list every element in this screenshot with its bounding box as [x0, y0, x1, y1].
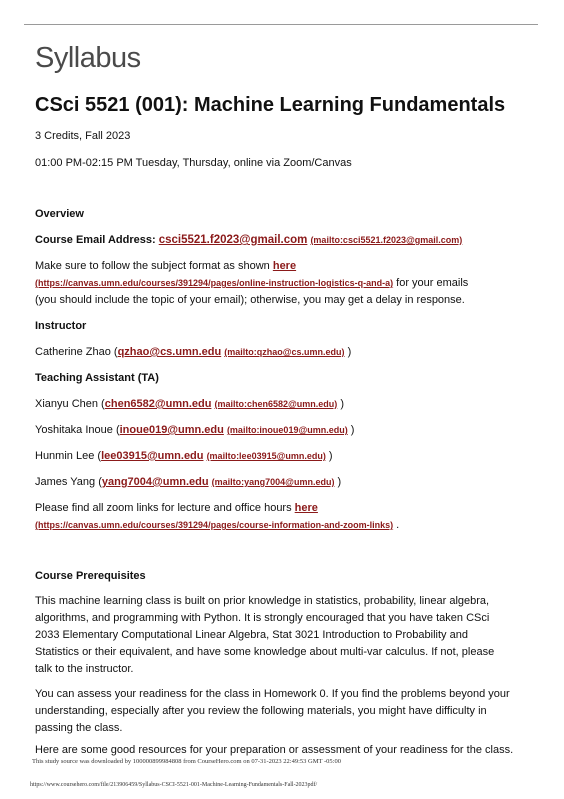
ta-mailto-link[interactable]: (mailto:inoue019@umn.edu) [226, 425, 348, 435]
email-label: Course Email Address: [35, 234, 156, 246]
course-email-mailto[interactable]: (mailto:csci5521.f2023@gmail.com) [310, 235, 463, 245]
prereq-paragraph-1 [35, 593, 530, 678]
page-heading: Syllabus [35, 42, 141, 74]
ta-email-link[interactable]: yang7004@umn.edu [101, 476, 209, 488]
ta-heading: Teaching Assistant (TA) [35, 372, 159, 384]
subject-url-link[interactable]: (https://canvas.umn.edu/courses/391294/pages/online-instruction-logistics-q-and-a) [35, 278, 394, 288]
instructor-mailto-link[interactable]: (mailto:qzhao@cs.umn.edu) [224, 347, 345, 357]
ta-email-link[interactable]: lee03915@umn.edu [101, 450, 204, 462]
course-title: CSci 5521 (001): Machine Learning Fundamentals [35, 94, 506, 116]
course-email-line [35, 232, 530, 249]
ta-mailto-link[interactable]: (mailto:yang7004@umn.edu) [211, 477, 335, 487]
top-rule [24, 24, 538, 25]
prereq-paragraph-2 [35, 686, 530, 737]
subject-format-line3: (you should include the topic of your email); otherwise, you may get a delay in response. [35, 294, 465, 306]
ta-name: Hunmin Lee [35, 450, 95, 462]
prereq-p1-line: algorithms, and programming with Python. It is strongly encouraged that you have taken CSci [35, 612, 490, 624]
prereq-p1-line: Statistics or their equivalent, and have some knowledge about multi-var calculus. If not, please [35, 646, 495, 658]
subject-text: Make sure to follow the subject format as shown [35, 260, 270, 272]
subject-format-line2 [35, 275, 530, 292]
prereq-p1-line: 2033 Elementary Computational Linear Algebra, Stat 3021 Introduction to Probability and [35, 629, 468, 641]
instructor-line: Catherine Zhao (qzhao@cs.umn.edu (mailto:qzhao@cs.umn.edu) ) [35, 346, 352, 358]
zoom-url-link[interactable]: (https://canvas.umn.edu/courses/391294/pages/course-information-and-zoom-links) [35, 520, 394, 530]
schedule: 01:00 PM-02:15 PM Tuesday, Thursday, online via Zoom/Canvas [35, 157, 352, 169]
zoom-line1 [35, 500, 530, 517]
prereq-heading: Course Prerequisites [35, 570, 146, 582]
subject-here-link[interactable]: here [272, 260, 297, 272]
prereq-p2-line: passing the class. [35, 722, 123, 734]
overview-heading: Overview [35, 208, 84, 220]
prereq-paragraph-3: Here are some good resources for your preparation or assessment of your readiness for the class. [35, 744, 514, 756]
prereq-p2-line: You can assess your readiness for the class in Homework 0. If you find the problems beyond your [35, 688, 510, 700]
zoom-line2: (https://canvas.umn.edu/courses/391294/pages/course-information-and-zoom-links) . [35, 519, 400, 531]
prereq-p1-line: talk to the instructor. [35, 663, 134, 675]
subject-format-line1 [35, 258, 530, 275]
ta-line: Hunmin Lee (lee03915@umn.edu (mailto:lee03915@umn.edu) ) [35, 450, 333, 462]
zoom-here-link[interactable]: here [294, 502, 318, 514]
ta-name: Xianyu Chen [35, 398, 98, 410]
instructor-heading: Instructor [35, 320, 87, 332]
ta-name: Yoshitaka Inoue [35, 424, 113, 436]
ta-line: Yoshitaka Inoue (inoue019@umn.edu (mailto:inoue019@umn.edu) ) [35, 424, 355, 436]
credits: 3 Credits, Fall 2023 [35, 130, 131, 142]
footer-download-notice: This study source was downloaded by 100000899984808 from CourseHero.com on 07-31-2023 22:49:53 GMT -05:00 [32, 758, 341, 765]
ta-name: James Yang [35, 476, 96, 488]
subject-text-2: for your emails [396, 277, 469, 289]
ta-line: Xianyu Chen (chen6582@umn.edu (mailto:chen6582@umn.edu) ) [35, 398, 345, 410]
instructor-name: Catherine Zhao [35, 346, 111, 358]
prereq-p1-line: This machine learning class is built on prior knowledge in statistics, probability, linear algebra, [35, 595, 490, 607]
ta-email-link[interactable]: chen6582@umn.edu [104, 398, 212, 410]
prereq-p2-line: understanding, especially after you review the following materials, you might have difficulty in [35, 705, 487, 717]
ta-mailto-link[interactable]: (mailto:chen6582@umn.edu) [214, 399, 338, 409]
ta-mailto-link[interactable]: (mailto:lee03915@umn.edu) [206, 451, 326, 461]
ta-line: James Yang (yang7004@umn.edu (mailto:yang7004@umn.edu) ) [35, 476, 342, 488]
ta-email-link[interactable]: inoue019@umn.edu [119, 424, 224, 436]
footer-url: https://www.coursehero.com/file/213906459/Syllabus-CSCI-5521-001-Machine-Learning-Fundamentals-Fall-2023pdf/ [30, 782, 318, 788]
zoom-text: Please find all zoom links for lecture and office hours [35, 502, 292, 514]
course-email-link[interactable]: csci5521.f2023@gmail.com [158, 234, 308, 246]
instructor-email-link[interactable]: qzhao@cs.umn.edu [117, 346, 222, 358]
